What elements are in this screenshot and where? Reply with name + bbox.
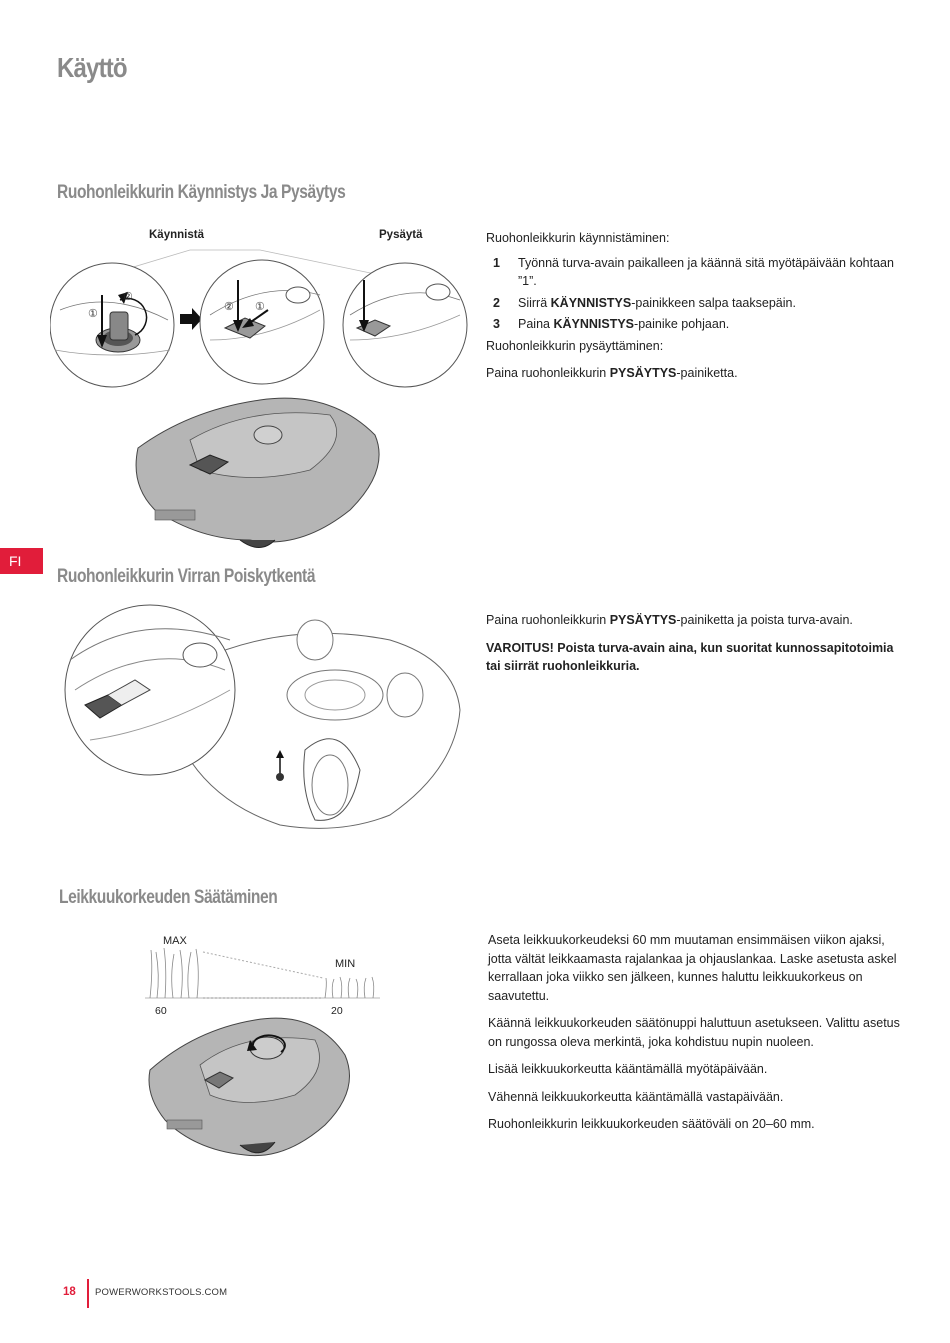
height-paragraph: Aseta leikkuukorkeudeksi 60 mm muutaman ensimmäisen viikon ajaksi, jotta vältät leikkaamasta rajalankaa ja ohjauslankaa. Laske asetusta askel kerrallaan joka viikko sen jälkeen, kunnes haluttu leikkuukorkeus on saavutettu. (488, 933, 897, 1003)
step-item (486, 254, 896, 291)
sequence-arrow-icon (180, 308, 202, 330)
svg-text:①: ① (255, 301, 265, 313)
step-text: Työnnä turva-avain paikalleen ja käännä sitä myötäpäivään kohtaan ”1”. (518, 255, 894, 288)
stop-button-detail-circle (343, 263, 467, 387)
height-paragraph: Ruohonleikkurin leikkuukorkeuden säätöväli on 20–60 mm. (488, 1117, 815, 1131)
step-item (486, 315, 896, 334)
power-off-instructions (486, 611, 896, 685)
value-max: 60 (155, 1005, 167, 1017)
power-off-illustration (60, 600, 465, 840)
figure-label-stop: Pysäytä (379, 229, 423, 241)
step-number: 2 (493, 295, 500, 310)
step-number: 3 (493, 317, 500, 331)
key-detail-circle (50, 263, 174, 387)
warning-text: VAROITUS! Poista turva-avain aina, kun suoritat kunnossapitotoimia tai siirrät ruohonleikkuria. (486, 640, 894, 673)
value-min: 20 (331, 1005, 343, 1017)
tall-grass-icon (150, 948, 198, 998)
step-text: Siirrä KÄYNNISTYS-painikkeen salpa taaksepäin. (518, 295, 796, 310)
section-title-cutting-height: Leikkuukorkeuden Säätäminen (59, 887, 278, 908)
language-tab: FI (0, 548, 43, 574)
mower-illustration (136, 398, 379, 547)
mower-illustration (149, 1018, 350, 1155)
start-stop-illustration (50, 240, 470, 560)
label-max: MAX (163, 935, 187, 947)
section-title-start-stop: Ruohonleikkurin Käynnistys Ja Pysäytys (57, 182, 346, 203)
cutting-height-instructions (488, 931, 900, 1143)
figure-label-start: Käynnistä (149, 229, 204, 241)
power-off-instruction: Paina ruohonleikkurin PYSÄYTYS-painiketta ja poista turva-avain. (486, 613, 853, 627)
cutting-height-illustration (145, 930, 385, 1170)
svg-text:①: ① (88, 308, 98, 320)
svg-text:②: ② (123, 291, 133, 303)
stop-button-zoom-circle (65, 605, 235, 775)
footer-website: POWERWORKSTOOLS.COM (95, 1287, 228, 1298)
short-grass-icon (325, 977, 374, 998)
step-item (486, 294, 896, 313)
stop-intro: Ruohonleikkurin pysäyttäminen: (486, 338, 664, 353)
footer-divider (87, 1279, 89, 1308)
page-title: Käyttö (57, 52, 127, 83)
height-paragraph: Lisää leikkuukorkeutta kääntämällä myötäpäivään. (488, 1062, 768, 1076)
label-min: MIN (335, 958, 356, 970)
stop-instruction: Paina ruohonleikkurin PYSÄYTYS-painiketta. (486, 366, 738, 380)
step-number: 1 (493, 255, 500, 270)
start-stop-instructions (486, 229, 896, 392)
svg-text:②: ② (224, 301, 234, 313)
slide-latch-detail-circle (200, 260, 324, 384)
page-number: 18 (63, 1286, 76, 1298)
step-text: Paina KÄYNNISTYS-painike pohjaan. (518, 317, 730, 331)
height-paragraph: Vähennä leikkuukorkeutta kääntämällä vastapäivään. (488, 1089, 784, 1104)
start-steps-list (486, 254, 896, 334)
start-intro: Ruohonleikkurin käynnistäminen: (486, 231, 670, 245)
height-paragraph: Käännä leikkuukorkeuden säätönuppi haluttuun asetukseen. Valittu asetus on rungossa oleva merkintä, joka kohdistuu nupin nuoleen. (488, 1016, 900, 1049)
section-title-power-off: Ruohonleikkurin Virran Poiskytkentä (57, 566, 316, 587)
